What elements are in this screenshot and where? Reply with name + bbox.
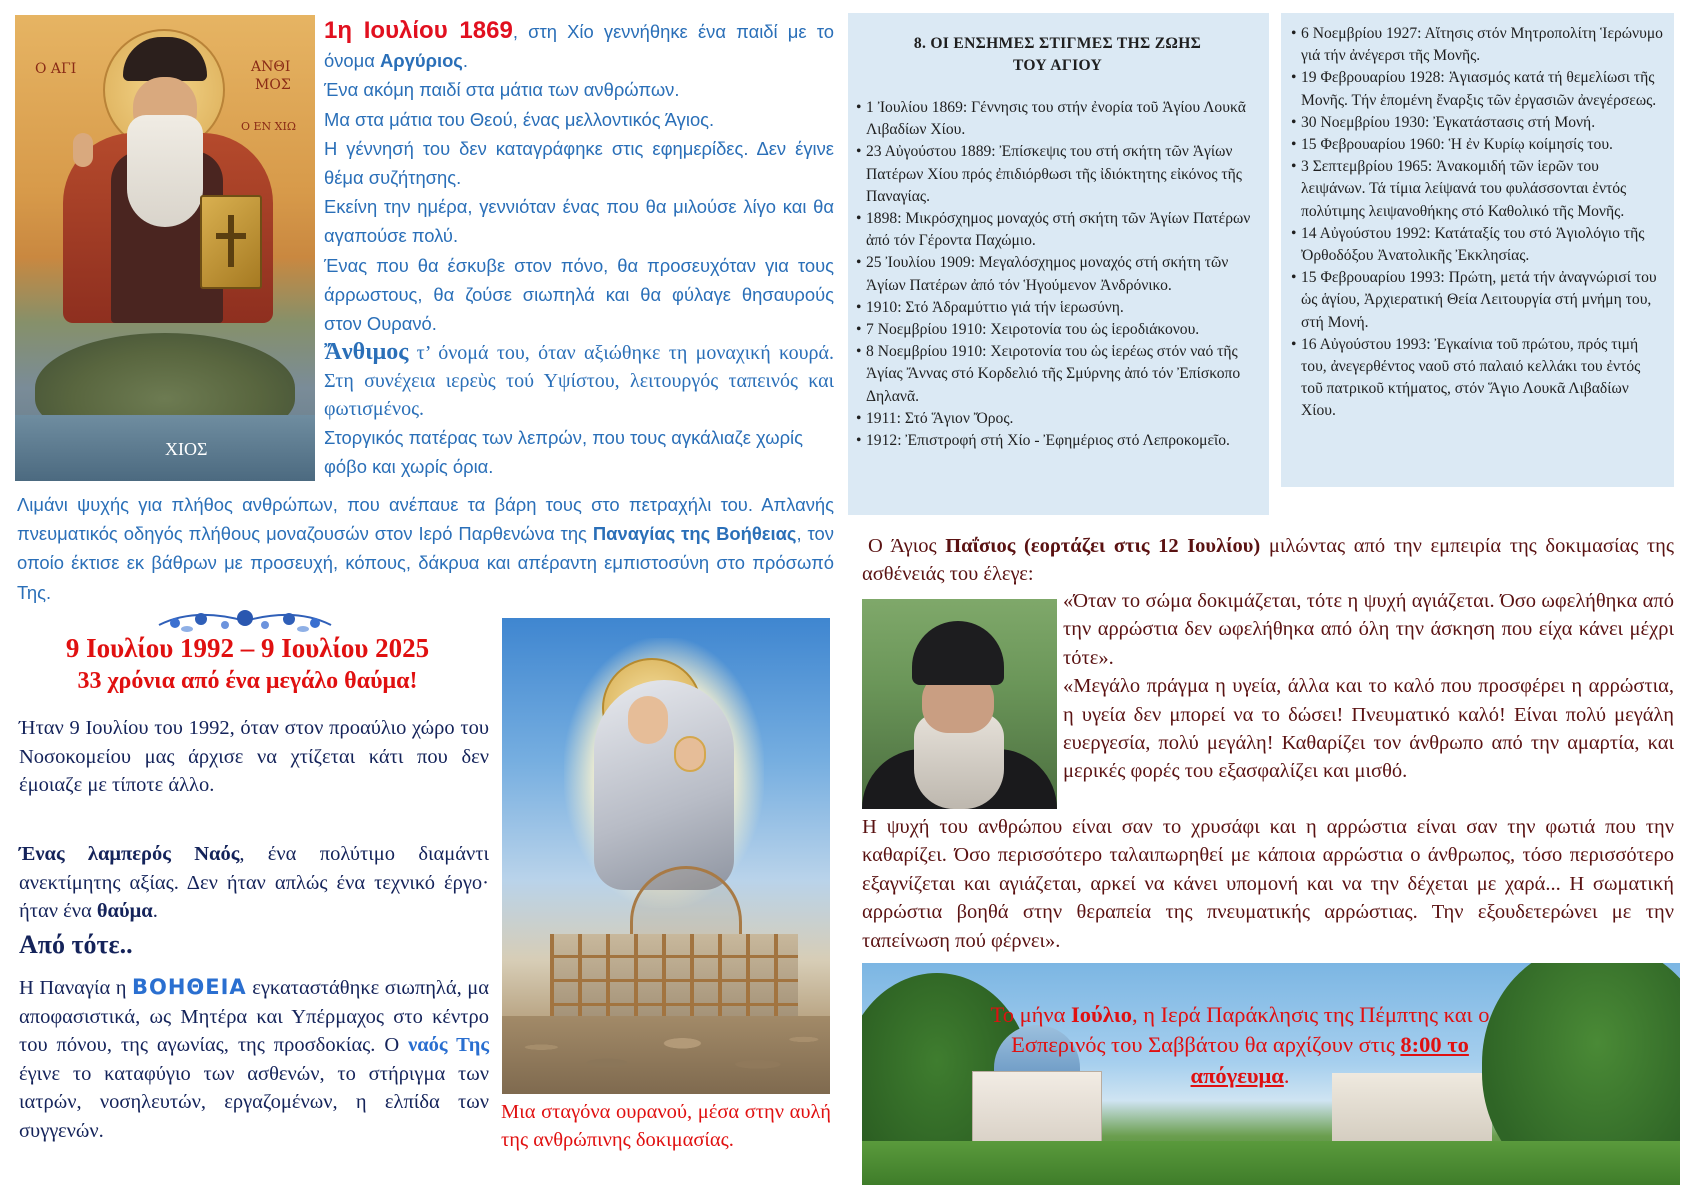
intro-line-1: , στη Χίο γεννήθηκε ένα παιδί με το όνομα (324, 21, 834, 72)
story-p3-b: εγκαταστάθηκε σιωπηλά, μα αποφασιστικά, ως Μητέρα και Υπέρμαχος στο κέντρο του πόνου, της αγωνίας, της προσδοκίας. Ο (19, 977, 489, 1056)
saint-anthimos-icon-image (15, 15, 315, 481)
timeline-list-left (856, 97, 1259, 452)
intro-line-1-end: . (462, 50, 468, 72)
timeline-item: • 7 Νοεμβρίου 1910: Χειροτονία του ὡς ἱεροδιάκονου. (856, 319, 1259, 341)
intro-line: Εκείνη την ημέρα, γεννιόταν ένας που θα μιλούσε λίγο και θα αγαπούσε πολύ. (324, 196, 834, 247)
story-paragraph-1: Ήταν 9 Ιουλίου του 1992, όταν στον προαύλιο χώρο του Νοσοκομείου μας άρχισε να χτίζεται κάτι που δεν έμοιαζε με τίποτε άλλο. (19, 717, 489, 796)
paisios-intro-b: μιλώντας από την εμπειρία της δοκιμασίας της ασθένειάς του έλεγε: (862, 535, 1675, 586)
timeline-item: • 1898: Μικρόσχημος μοναχός στή σκήτη τῶν Ἁγίων Πατέρων ἀπό τόν Γέροντα Παχώμιο. (856, 208, 1259, 252)
timeline-title (856, 33, 1259, 77)
story-paragraph-3 (19, 973, 489, 1145)
timeline-item: • 8 Νοεμβρίου 1910: Χειροτονία του ὡς ἱερέως στόν ναό τῆς Ἁγίας Ἄννας στό Κορδελιό τῆς Σμύρνης ἀπό τόν Ἐπίσκοπο Δηλανᾶ. (856, 341, 1259, 408)
announce-month: Ιούλιο (1071, 1002, 1132, 1027)
july-schedule-announcement (960, 1000, 1520, 1091)
story-p2-end: . (152, 900, 158, 922)
timeline-item: • 15 Φεβρουαρίου 1993: Πρώτη, μετά τήν ἀναγνώρισί του ὡς ἁγίου, Ἀρχιερατική Θεία Λειτουργία στή μνήμη του, στή Μονή. (1291, 267, 1666, 334)
announce-b: , η Ιερά Παράκλησις της Πέμπτης και ο Εσπερινός του Σαββάτου θα αρχίζουν στις (1011, 1002, 1490, 1058)
birth-name: Αργύριος (380, 50, 463, 72)
paisios-intro-a: Ο Άγιος (868, 535, 946, 557)
timeline-item: • 1912: Ἐπιστροφή στή Χίο - Ἐφημέριος στό Λεπροκομεῖο. (856, 430, 1259, 452)
story-p3-a: Η Παναγία η (19, 977, 132, 999)
announce-a: Το μήνα (990, 1002, 1072, 1027)
apo-tote-heading: Από τότε.. (19, 930, 133, 959)
icon-label-right-1: ΑΝΘΙ (251, 59, 291, 75)
intro-text-block (324, 16, 834, 482)
thavma-word: θαύμα (96, 900, 153, 922)
birth-date: 1η Ιουλίου 1869 (324, 17, 513, 44)
spiritual-guide-paragraph (17, 490, 834, 607)
paisios-quote-2: «Μεγάλο πράγμα η υγεία, άλλα και το καλό που προσφέρει η αρρώστια, η υγεία δεν μπορεί να το δώσει! Πνευματικό καλό! Είναι πολύ μεγάλη ευεργεσία, πολύ μεγάλη! Καθαρίζει τον άνθρωπο από την αμαρτία, και μερικές φορές του εξασφαλίζει και μισθό. (1063, 675, 1674, 783)
church-construction-image (502, 618, 830, 1094)
wide-text-2: , τον οποίο έκτισε εκ βάθρων με προσευχή, κόπους, δάκρυα και απέραντη εμπιστοσύνη στο πρόσωπό Της. (17, 523, 834, 603)
story-paragraph-2 (19, 840, 489, 926)
paisios-intro (862, 532, 1674, 589)
paisios-quote (1063, 587, 1674, 786)
intro-line: Η γέννησή του δεν καταγράφηκε στις εφημερίδες. Δεν έγινε θέμα συζήτησης. (324, 137, 834, 189)
timeline-item: • 14 Αὐγούστου 1992: Κατάταξίς του στό Ἁγιολόγιο τῆς Ὀρθοδόξου Ἀνατολικῆς Ἐκκλησίας. (1291, 223, 1666, 267)
boitheia-word: ΒΟΗΘΕΙΑ (131, 975, 247, 999)
paisios-quote-continued: Η ψυχή του ανθρώπου είναι σαν το χρυσάφι και η αρρώστια είναι σαν την φωτιά που την καθαρίζει. Όσο περισσότερο ταλαιπωρηθεί με κάποια αρρώστια ο άνθρωπος, τόσο περισσότερο εξαγνίζεται και αγιάζεται, αρκεί να κάνει υπομονή και να την δέχεται με χαρά... Η σωματική αρρώστια βοηθά στην θεραπεία της πνευματικής αρρώστιας. Την εξουδετερώνει με την ταπείνωση πού φέρνει». (862, 816, 1674, 952)
timeline-list-right (1291, 23, 1666, 423)
timeline-item: • 15 Φεβρουαρίου 1960: Ἡ ἐν Κυρίῳ κοίμησίς του. (1291, 134, 1666, 156)
announce-end: . (1283, 1062, 1290, 1088)
story-p2-text: , ένα πολύτιμο διαμάντι ανεκτίμητης αξίας. Δεν ήταν απλώς ένα τεχνικό έργο· ήταν ένα (19, 843, 490, 922)
timeline-item: • 23 Αὐγούστου 1889: Ἐπίσκεψις του στή σκήτη τῶν Ἁγίων Πατέρων Χίου πρός ἐπιδιόρθωσι τῆς ἰδιόκτητης εἰκόνος τῆς Παναγίας. (856, 141, 1259, 208)
announce-time: 8:00 το απόγευμα (1190, 1032, 1469, 1088)
naos-tis: ναός Της (408, 1034, 490, 1056)
anthimos-name: Ἄνθιμος (324, 339, 409, 366)
timeline-item: • 6 Νοεμβρίου 1927: Αἴτησις στόν Μητροπολίτη Ἱερώνυμο γιά τήν ἀνέγερσι τῆς Μονῆς. (1291, 23, 1666, 67)
timeline-item: • 25 Ἰουλίου 1909: Μεγαλόσχημος μοναχός στή σκήτη τῶν Ἁγίων Πατέρων ἀπό τόν Ἡγούμενον Ἀνδρόνικο. (856, 252, 1259, 296)
anniversary-subtitle: 33 χρόνια από ένα μεγάλο θαύμα! (77, 668, 418, 694)
timeline-item: • 1910: Στό Ἀδραμύττιο γιά τήν ἱερωσύνη. (856, 297, 1259, 319)
lampros-naos: Ένας λαμπερός Ναός (19, 843, 240, 865)
icon-label-left: Ο ΑΓΙ (35, 61, 77, 77)
timeline-item: • 30 Νοεμβρίου 1930: Ἐγκατάστασις στή Μονή. (1291, 112, 1666, 134)
timeline-panel-right (1281, 13, 1674, 487)
timeline-item: • 19 Φεβρουαρίου 1928: Ἁγιασμός κατά τή θεμελίωσι τῆς Μονῆς. Τήν ἑπομένη ἔναρξις τῶν ἐργασιῶν ἀνεγέρσεως. (1291, 67, 1666, 111)
timeline-item: • 3 Σεπτεμβρίου 1965: Ἀνακομιδή τῶν ἱερῶν του λειψάνων. Τά τίμια λείψανά του φυλάσσονται ἐντός πολύτιμης λειψανοθήκης στό Καθολικό τῆς Μονῆς. (1291, 156, 1666, 223)
icon-label-right-3: Ο ΕΝ ΧΙΩ (241, 120, 296, 133)
saint-paisios-photo (862, 599, 1057, 809)
intro-line: Μα στα μάτια του Θεού, ένας μελλοντικός Άγιος. (324, 108, 715, 130)
lepers-line: Στοργικός πατέρας των λεπρών, που τους αγκάλιαζε χωρίς φόβο και χωρίς όρια. (324, 427, 803, 478)
icon-label-right-2: ΜΟΣ (255, 77, 291, 93)
anniversary-title: 9 Ιουλίου 1992 – 9 Ιουλίου 2025 (65, 633, 430, 663)
chios-island-label: ΧΙΟΣ (165, 439, 208, 459)
timeline-item: • 1911: Στό Ἅγιον Ὄρος. (856, 408, 1259, 430)
timeline-panel-left (848, 13, 1269, 515)
intro-line: Ένας που θα έσκυβε στον πόνο, θα προσευχόταν για τους άρρωστους, θα ζούσε σιωπηλά και θα φύλαγε θησαυρούς στον Ουρανό. (324, 254, 834, 335)
story-p3-c: έγινε το καταφύγιο των ασθενών, το στήριγμα των ιατρών, νοσηλευτών, εργαζομένων, η ελπίδα των συγγενών. (19, 1062, 489, 1142)
paisios-name: Παΐσιος (εορτάζει στις 12 Ιουλίου) (945, 535, 1261, 557)
church-image-caption: Μια σταγόνα ουρανού, μέσα στην αυλή της ανθρώπινης δοκιμασίας. (501, 1101, 831, 1151)
timeline-item: • 1 Ἰουλίου 1869: Γέννησις του στήν ἐνορία τοῦ Ἁγίου Λουκᾶ Λιβαδίων Χίου. (856, 97, 1259, 141)
wide-text-1: Λιμάνι ψυχής για πλήθος ανθρώπων, που ανέπαυε τα βάρη τους στο πετραχήλι του. Απλανής πνευματικός οδηγός πλήθους μοναζουσών στον Ιερό Παρθενώνα της (17, 494, 834, 545)
intro-line: Ένα ακόμη παιδί στα μάτια των ανθρώπων. (324, 79, 680, 101)
paisios-quote-1: «Όταν το σώμα δοκιμάζεται, τότε η ψυχή αγιάζεται. Όσο ωφελήθηκα από την αρρώστια δεν ωφελήθηκα από όλη την άσκηση που είχα κάνει μέχρι τότε». (1063, 590, 1674, 669)
timeline-title-line-2: ΤΟΥ ΑΓΙΟΥ (1012, 57, 1103, 74)
anthimos-text: τ’ όνομά του, όταν αξιώθηκε τη μοναχική κουρά. Στη συνέχεια ιερεὺς τού Υψίστου, λειτουργός ταπεινός και φωτισμένος. (324, 342, 834, 421)
timeline-item: • 16 Αὐγούστου 1993: Ἐγκαίνια τοῦ πρώτου, πρός τιμή του, ἀνεγερθέντος ναοῦ στό παλαιό κελλάκι του ἐντός τοῦ πατρικοῦ κτήματος, στόν Ἅγιο Λουκᾶ Λιβαδίων Χίου. (1291, 334, 1666, 423)
timeline-title-line-1: 8. ΟΙ ΕΝΣΗΜΕΣ ΣΤΙΓΜΕΣ ΤΗΣ ΖΩΗΣ (913, 35, 1202, 52)
panagia-boitheia-name: Παναγίας της Βοήθειας (592, 523, 797, 545)
